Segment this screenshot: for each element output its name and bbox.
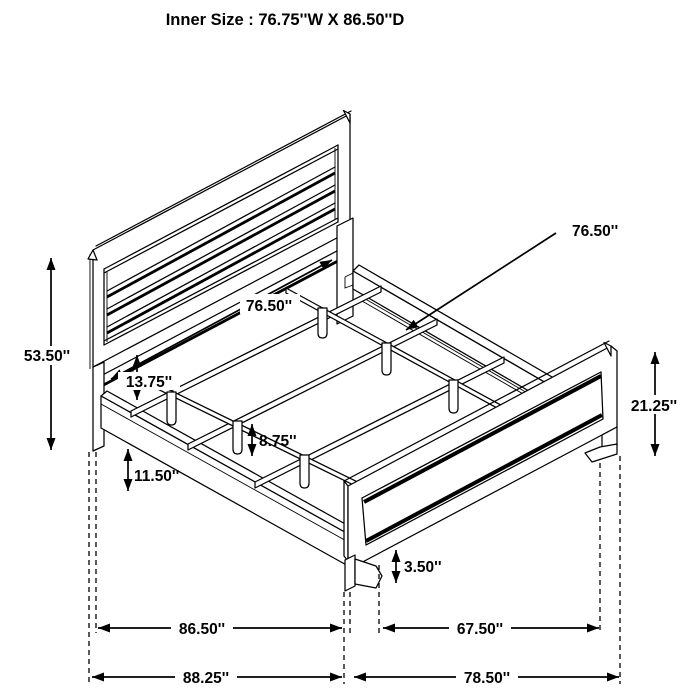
headboard bbox=[88, 111, 353, 452]
footboard-left-foot bbox=[355, 559, 382, 588]
dim-headboard-width-label: 76.50'' bbox=[245, 298, 293, 315]
dim-overall-depth-label: 88.25'' bbox=[182, 670, 230, 687]
footboard-right-foot bbox=[585, 444, 617, 462]
footboard bbox=[344, 341, 617, 591]
dim-rail-callout-label: 76.50'' bbox=[572, 223, 619, 240]
dim-footboard-height-label: 21.25'' bbox=[630, 398, 678, 415]
dim-headboard-clearance-label: 13.75'' bbox=[125, 374, 173, 391]
headboard-front-face bbox=[93, 114, 350, 367]
bed-frame-drawing bbox=[88, 111, 617, 592]
dim-overall-width-foot-label: 78.50'' bbox=[463, 670, 511, 687]
dim-side-rail-clearance-label: 11.50'' bbox=[134, 468, 180, 485]
dim-inner-width-foot-label: 67.50'' bbox=[456, 621, 504, 638]
dim-footboard-clearance-label: 3.50'' bbox=[404, 559, 442, 576]
dim-support-leg-height-label: 8.75'' bbox=[259, 433, 297, 450]
dim-headboard-height-label: 53.50'' bbox=[23, 348, 71, 365]
dim-inner-depth-label: 86.50'' bbox=[178, 621, 226, 638]
footboard-left-leg bbox=[345, 555, 355, 591]
diagram-title: Inner Size : 76.75''W X 86.50''D bbox=[165, 11, 405, 29]
